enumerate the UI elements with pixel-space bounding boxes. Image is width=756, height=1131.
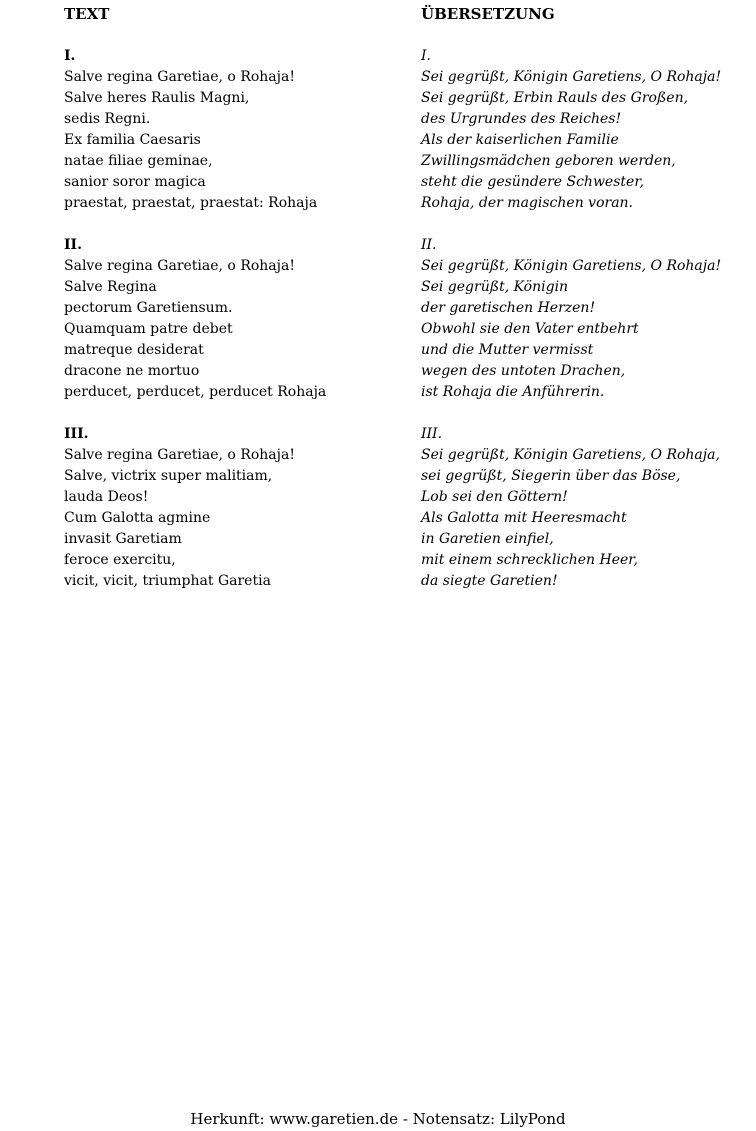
german-line: in Garetien einfiel, [421, 531, 554, 547]
latin-line: matreque desiderat [64, 342, 204, 358]
stanza-number: III. [421, 426, 443, 442]
footer-credit: Herkunft: www.garetien.de - Notensatz: LilyPond [190, 1110, 566, 1128]
german-line: Sei gegrüßt, Königin Garetiens, O Rohaja, [421, 447, 720, 463]
german-column-header: ÜBERSETZUNG [421, 5, 555, 23]
latin-line: lauda Deos! [64, 489, 149, 505]
german-line: sei gegrüßt, Siegerin über das Böse, [421, 468, 681, 484]
latin-column-header: TEXT [64, 5, 110, 23]
german-line: Rohaja, der magischen voran. [421, 195, 634, 211]
stanza-number: I. [64, 48, 76, 64]
german-line: mit einem schrecklichen Heer, [421, 552, 638, 568]
german-line: Als der kaiserlichen Familie [421, 132, 619, 148]
latin-line: Salve Regina [64, 279, 157, 295]
stanza-number: I. [421, 48, 431, 64]
german-line: Lob sei den Göttern! [421, 489, 568, 505]
german-line: da siegte Garetien! [421, 573, 558, 589]
german-line: wegen des untoten Drachen, [421, 363, 626, 379]
german-line: Sei gegrüßt, Königin Garetiens, O Rohaja! [421, 69, 722, 85]
german-column [421, 4, 756, 613]
latin-line: Salve regina Garetiae, o Rohaja! [64, 258, 295, 274]
latin-stanza-3 [64, 424, 421, 592]
german-line: steht die gesündere Schwester, [421, 174, 644, 190]
stanza-number: II. [421, 237, 437, 253]
latin-line: Salve, victrix super malitiam, [64, 468, 273, 484]
latin-line: sedis Regni. [64, 111, 151, 127]
latin-line: Salve regina Garetiae, o Rohaja! [64, 69, 295, 85]
latin-line: Quamquam patre debet [64, 321, 233, 337]
latin-line: praestat, praestat, praestat: Rohaja [64, 195, 318, 211]
german-line: Sei gegrüßt, Königin Garetiens, O Rohaja! [421, 258, 722, 274]
latin-line: Salve regina Garetiae, o Rohaja! [64, 447, 295, 463]
german-line: und die Mutter vermisst [421, 342, 594, 358]
german-line: ist Rohaja die Anführerin. [421, 384, 605, 400]
latin-line: vicit, vicit, triumphat Garetia [64, 573, 271, 589]
german-line: der garetischen Herzen! [421, 300, 596, 316]
german-stanza-2 [421, 235, 756, 403]
german-line: Sei gegrüßt, Erbin Rauls des Großen, [421, 90, 689, 106]
latin-line: feroce exercitu, [64, 552, 176, 568]
latin-column [64, 4, 421, 613]
latin-line: Salve heres Raulis Magni, [64, 90, 250, 106]
latin-line: Cum Galotta agmine [64, 510, 211, 526]
latin-line: Ex familia Caesaris [64, 132, 201, 148]
german-line: Zwillingsmädchen geboren werden, [421, 153, 676, 169]
latin-line: sanior soror magica [64, 174, 206, 190]
latin-line: perducet, perducet, perducet Rohaja [64, 384, 327, 400]
latin-line: pectorum Garetiensum. [64, 300, 233, 316]
latin-stanza-2 [64, 235, 421, 403]
german-line: Als Galotta mit Heeresmacht [421, 510, 627, 526]
stanza-number: III. [64, 426, 89, 442]
german-line: des Urgrundes des Reiches! [421, 111, 622, 127]
german-stanza-3 [421, 424, 756, 592]
latin-stanza-1 [64, 46, 421, 214]
stanza-number: II. [64, 237, 82, 253]
german-stanza-1 [421, 46, 756, 214]
latin-line: dracone ne mortuo [64, 363, 200, 379]
german-line: Sei gegrüßt, Königin [421, 279, 569, 295]
latin-line: natae filiae geminae, [64, 153, 213, 169]
latin-line: invasit Garetiam [64, 531, 182, 547]
german-line: Obwohl sie den Vater entbehrt [421, 321, 639, 337]
lyrics-columns [64, 4, 756, 613]
